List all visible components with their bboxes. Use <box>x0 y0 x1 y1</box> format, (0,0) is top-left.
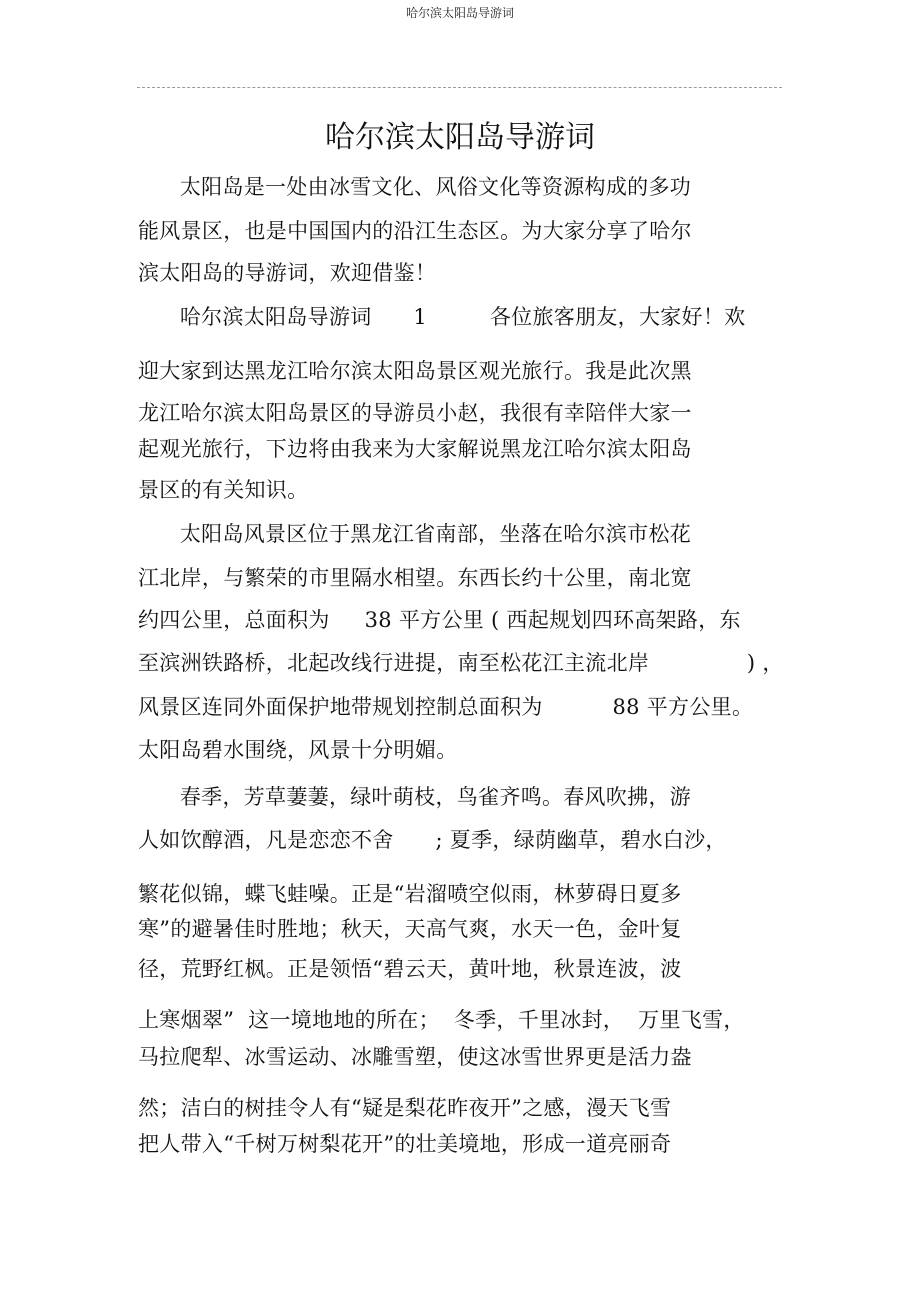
text-line: 人如饮醇酒，凡是恋恋不舍 ; 夏季，绿荫幽草，碧水白沙， <box>138 828 727 852</box>
text-line: 径，荒野红枫。正是领悟“碧云天，黄叶地，秋景连波，波 <box>138 957 682 981</box>
text-line: 春季，芳草萋萋，绿叶萌枝，鸟雀齐鸣。春风吹拂，游 <box>138 785 692 809</box>
text-line: 繁花似锦，蝶飞蛙噪。正是“岩溜喷空似雨，林萝碍日夏多 <box>138 882 682 906</box>
text-line: 滨太阳岛的导游词，欢迎借鉴！ <box>138 261 437 285</box>
text-line: 哈尔滨太阳岛导游词 1 各位旅客朋友，大家好！欢 <box>138 305 746 329</box>
text-line: 龙江哈尔滨太阳岛景区的导游员小赵，我很有幸陪伴大家一 <box>138 401 692 425</box>
text-line: 起观光旅行，下边将由我来为大家解说黑龙江哈尔滨太阳岛 <box>138 437 692 461</box>
text-line: 至滨洲铁路桥，北起改线行进提，南至松花江主流北岸 ) ， <box>138 651 784 675</box>
text-line: 太阳岛碧水围绕，风景十分明媚。 <box>138 738 458 762</box>
text-line: 能风景区，也是中国国内的沿江生态区。为大家分享了哈尔 <box>138 219 692 243</box>
text-line: 太阳岛是一处由冰雪文化、风俗文化等资源构成的多功 <box>138 175 692 199</box>
header-divider <box>137 87 782 88</box>
text-line: 把人带入“千树万树梨花开”的壮美境地，形成一道亮丽奇 <box>138 1132 672 1156</box>
text-line: 风景区连同外面保护地带规划控制总面积为 88 平方公里。 <box>138 695 754 719</box>
text-line: 寒”的避暑佳时胜地；秋天，天高气爽，水天一色，金叶复 <box>138 917 682 941</box>
document-title: 哈尔滨太阳岛导游词 <box>325 120 595 155</box>
text-line: 景区的有关知识。 <box>138 478 309 502</box>
running-header: 哈尔滨太阳岛导游词 <box>405 6 514 20</box>
text-line: 然；洁白的树挂令人有“疑是梨花昨夜开”之感，漫天飞雪 <box>138 1096 672 1120</box>
text-line: 太阳岛风景区位于黑龙江省南部，坐落在哈尔滨市松花 <box>138 522 692 546</box>
text-line: 约四公里，总面积为 38 平方公里 ( 西起规划四环高架路，东 <box>138 608 741 632</box>
text-line: 江北岸，与繁荣的市里隔水相望。东西长约十公里，南北宽 <box>138 566 692 590</box>
text-line: 迎大家到达黑龙江哈尔滨太阳岛景区观光旅行。我是此次黑 <box>138 359 692 383</box>
text-line: 上寒烟翠” 这一境地地的所在； 冬季，千里冰封， 万里飞雪， <box>138 1008 745 1032</box>
text-line: 马拉爬犁、冰雪运动、冰雕雪塑，使这冰雪世界更是活力盎 <box>138 1045 692 1069</box>
